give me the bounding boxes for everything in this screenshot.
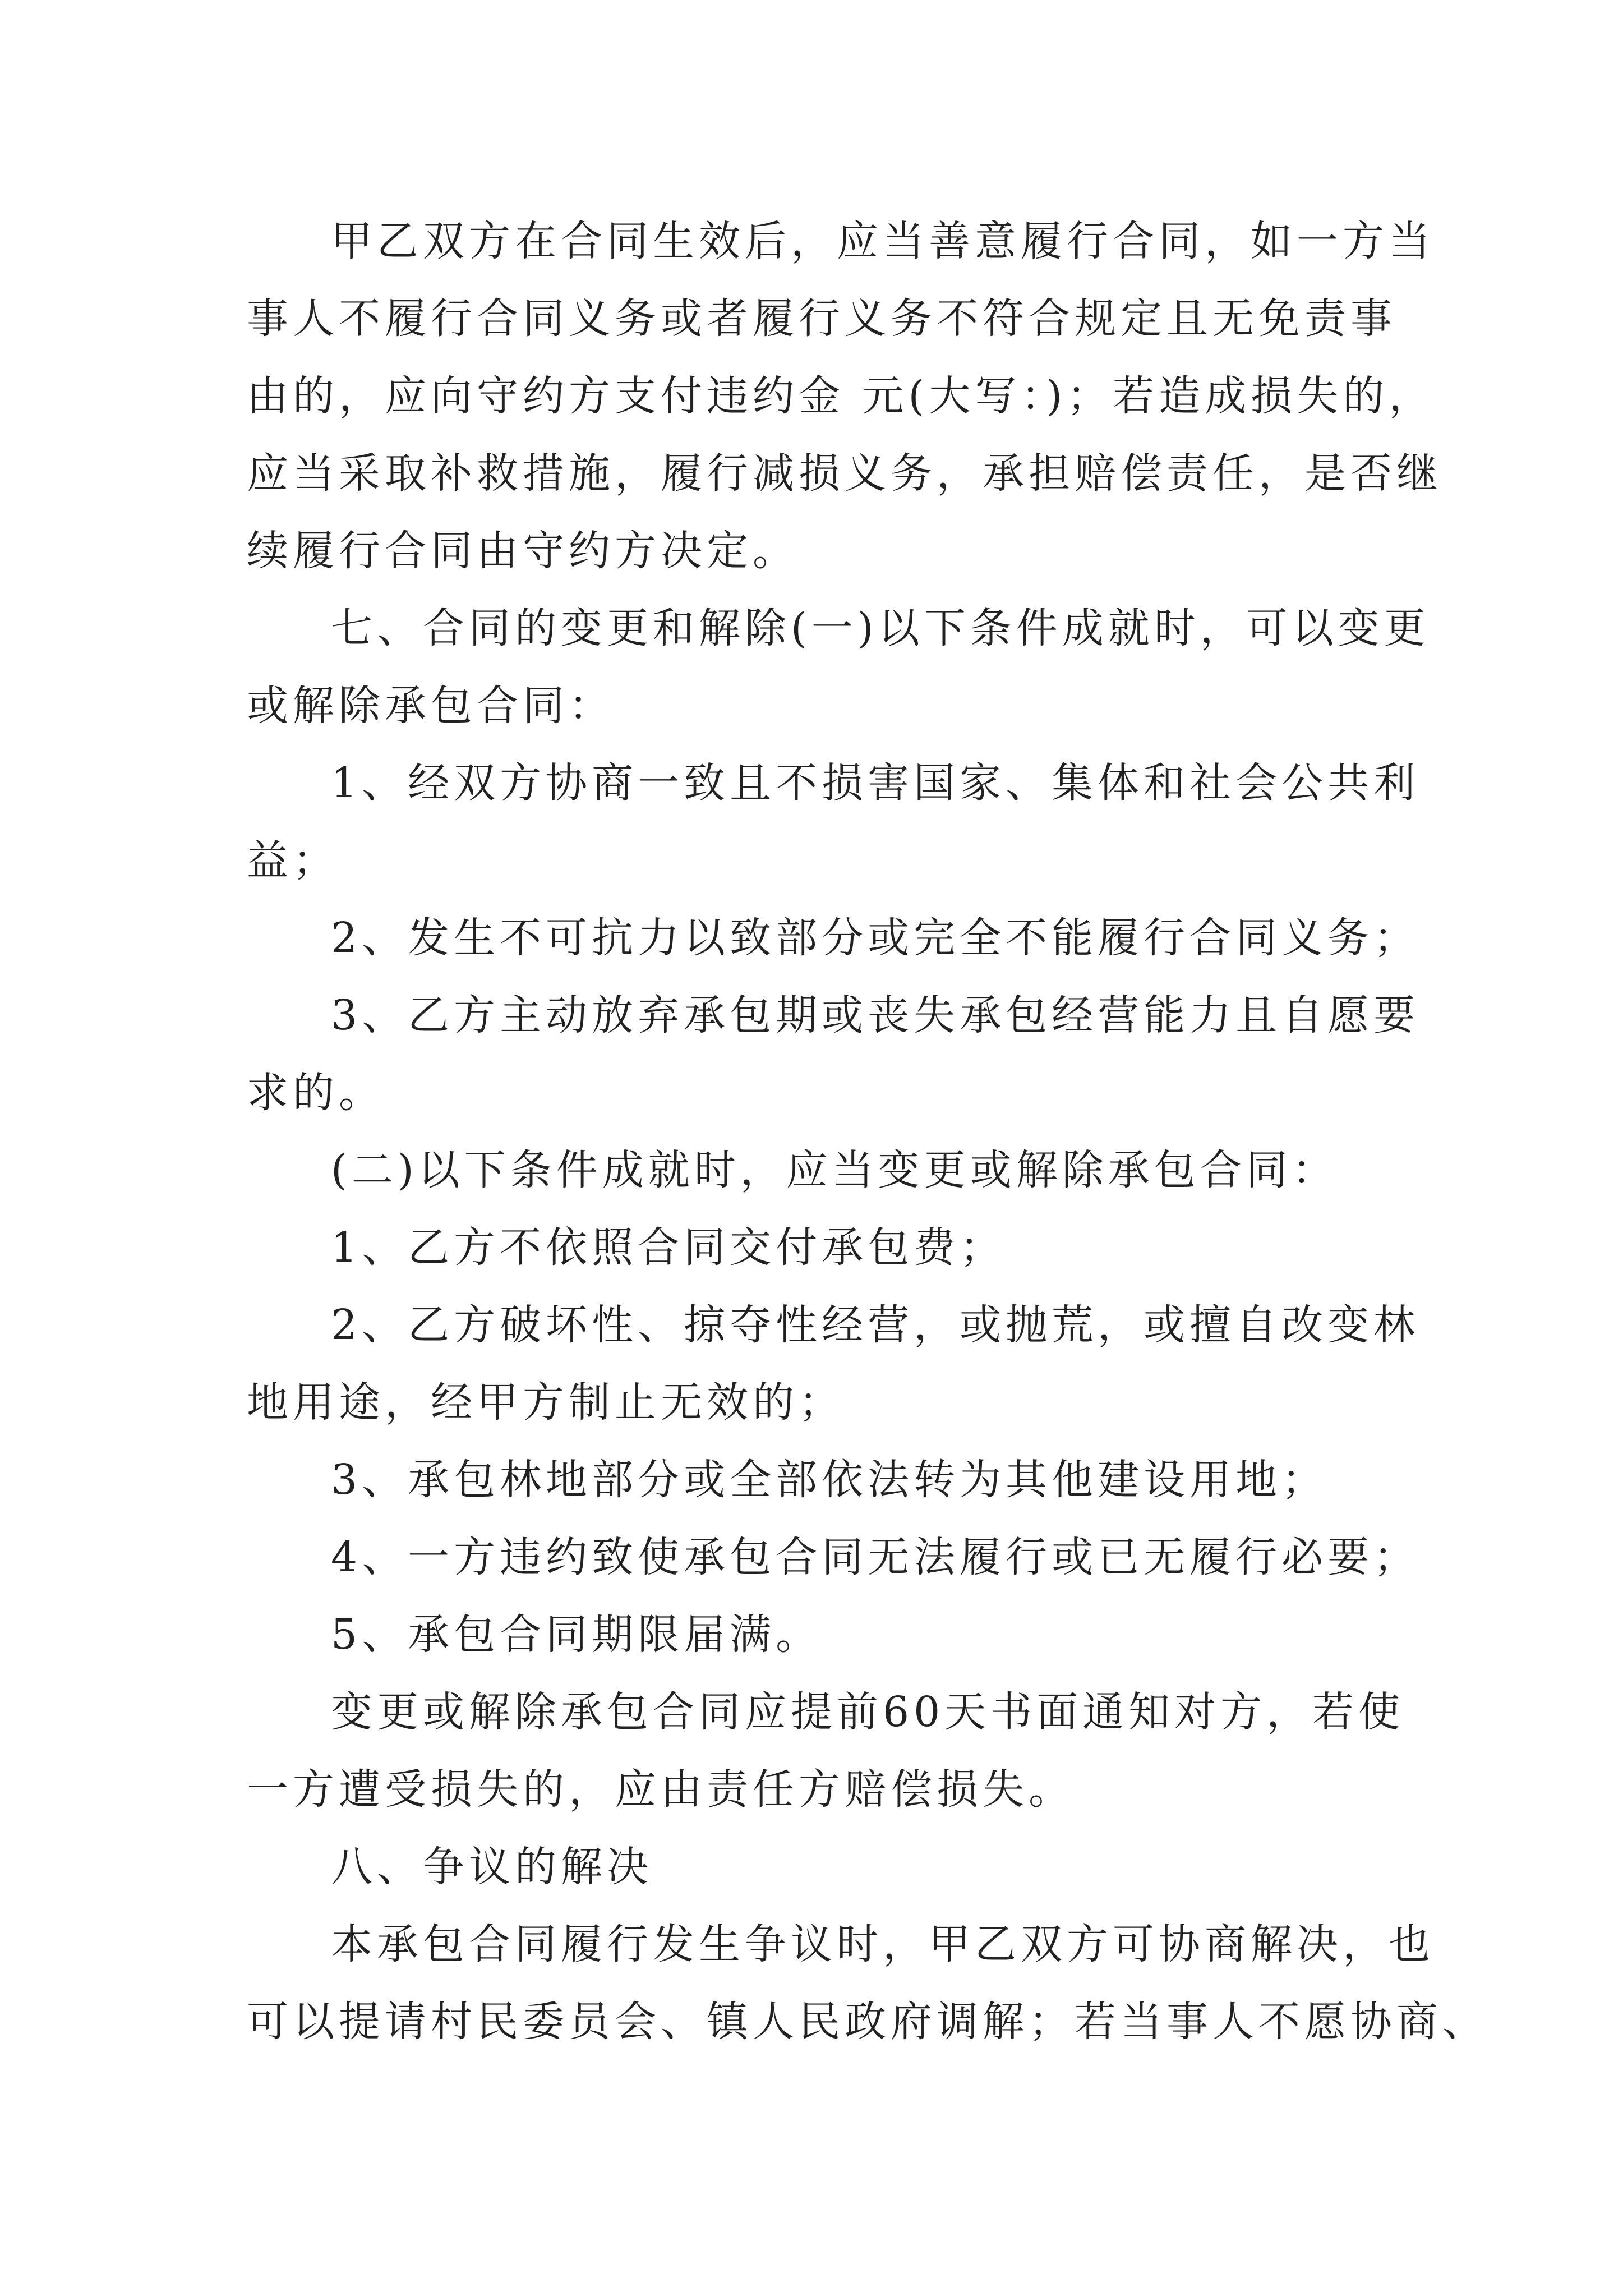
list-item: 5、承包合同期限届满。 xyxy=(331,1611,822,1659)
list-item: 2、发生不可抗力以致部分或完全不能履行合同义务； xyxy=(331,914,1420,962)
list-item: 3、乙方主动放弃承包期或丧失承包经营能力且自愿要 xyxy=(331,991,1420,1039)
paragraph-line: 本承包合同履行发生争议时，甲乙双方可协商解决，也 xyxy=(331,1920,1435,1968)
paragraph-line: 由的，应向守约方支付违约金 元(大写：)；若造成损失的， xyxy=(247,372,1435,420)
paragraph-line: 续履行合同由守约方决定。 xyxy=(247,527,799,575)
list-item: 3、承包林地部分或全部依法转为其他建设用地； xyxy=(331,1456,1328,1504)
list-item: 1、乙方不依照合同交付承包费； xyxy=(331,1223,1006,1272)
paragraph-line: 事人不履行合同义务或者履行义务不符合规定且无免责事 xyxy=(247,295,1396,343)
subsection-heading: (二)以下条件成就时，应当变更或解除承包合同： xyxy=(331,1146,1338,1194)
list-item: 1、经双方协商一致且不损害国家、集体和社会公共利 xyxy=(331,759,1420,807)
list-item: 2、乙方破坏性、掠夺性经营，或抛荒，或擅自改变林 xyxy=(331,1301,1420,1349)
list-item-continuation: 求的。 xyxy=(247,1069,385,1117)
paragraph-line: 应当采取补救措施，履行减损义务，承担赔偿责任，是否继 xyxy=(247,449,1442,498)
paragraph-line: 变更或解除承包合同应提前60天书面通知对方，若使 xyxy=(331,1688,1405,1736)
paragraph-line: 一方遭受损失的，应由责任方赔偿损失。 xyxy=(247,1765,1075,1814)
list-item-continuation: 地用途，经甲方制止无效的； xyxy=(247,1378,845,1427)
list-item: 4、一方违约致使承包合同无法履行或已无履行必要； xyxy=(331,1533,1420,1581)
paragraph-line: 可以提请村民委员会、镇人民政府调解；若当事人不愿协商、 xyxy=(247,1998,1488,2046)
section-heading: 七、合同的变更和解除(一)以下条件成就时，可以变更 xyxy=(331,604,1430,652)
paragraph-line: 或解除承包合同： xyxy=(247,682,615,730)
list-item-continuation: 益； xyxy=(247,836,339,885)
paragraph-line: 甲乙双方在合同生效后，应当善意履行合同，如一方当 xyxy=(331,217,1435,265)
section-heading: 八、争议的解决 xyxy=(331,1843,653,1891)
